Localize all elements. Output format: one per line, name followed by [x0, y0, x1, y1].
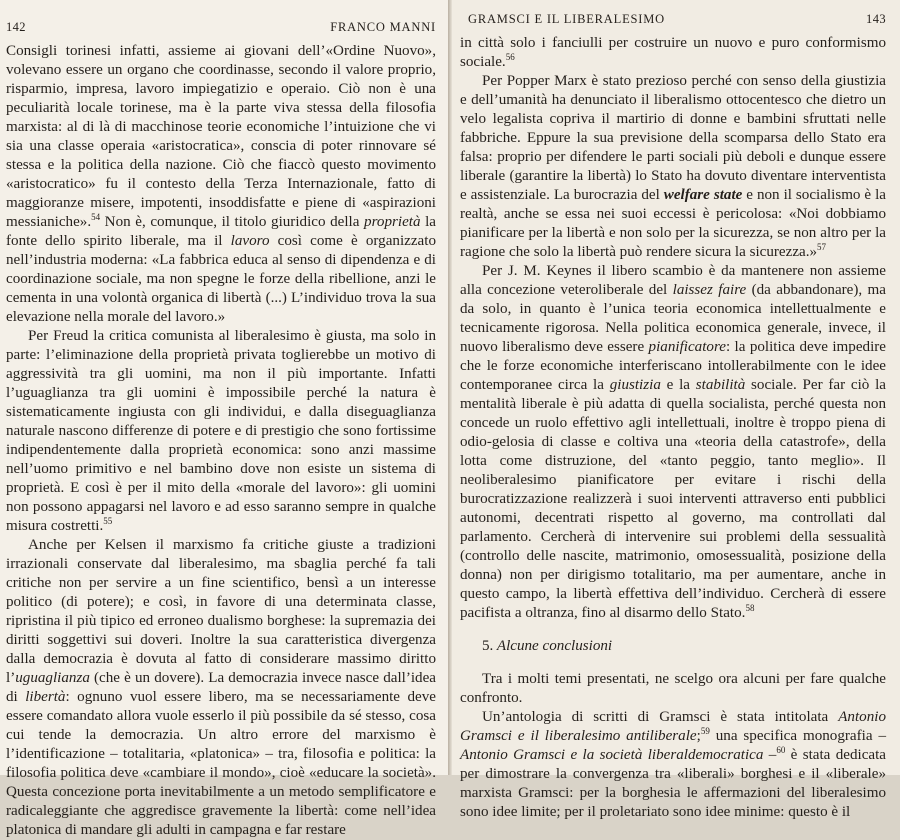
paragraph: Anche per Kelsen il marxismo fa critiche giuste a tradizioni irrazionali conservate dal liberalesimo, ma sbaglia perché fa tali critiche non per servire a un fine scientifico, bensì a un interesse politico (di potere); e così, in favore di una determinata classe, ripristina il più tipico ed erroneo dualismo borghese: la supremazia dei diritti soggettivi sui doveri. Inoltre la sua caratteristica divergenza dalla democrazia è dovuta al fatto di considerare massimo diritto l’uguaglianza (che è un dovere). La democrazia invece nasce dall’idea di libertà: ognuno vuol essere libero, ma se necessariamente deve essere comandato allora vuole esserlo il più possibile da sé stesso, cosa cui tende la democrazia. Un altro errore del marxismo è l’identificazione – totalitaria, «platonica» – tra, filosofia e politica: la filosofia politica deve «cambiare il mondo», cioè «educare la società». Questa concezione porta inevitabilmente a un metodo semplificatore e radicaleggiante che aggredisce gravemente la libertà: come nell’idea platonica di mandare gli adulti in campagna e far restare — [6, 537, 436, 838]
footnote-ref: 57 — [817, 241, 827, 252]
paragraph: Per J. M. Keynes il libero scambio è da mantenere non assieme alla concezione veteroliberale del laissez faire (da abbandonare), ma da solo, in quanto è l’unica teoria economica intellettualmente e tecnicamente rigorosa. Nella politica economica generale, invece, il nuovo liberalismo deve essere pianificatore: la politica deve impedire che le forze economiche interferiscano intollerabilmente con le idee contemporanee circa la giustizia e la stabilità sociale. Per far ciò la mentalità liberale è più adatta di quella socialista, perché questa non concede un ruolo effettivo agli intellettuali, inoltre è troppo piena di odio-gelosia di classe e coltiva una «teoria della catastrofe», della lotta come distruzione, del «tanto peggio, tanto meglio». Il neoliberalesimo pianificatore per evitare i rischi della burocratizzazione realizzerà i suoi interventi attraverso enti pubblici autonomi, decentrati rispetto al governo, ma controllati dal parlamento. Cercherà di intervenire sui problemi della sessualità (controllo delle nascite, matrimonio, omosessualità, posizione della donna) non per dirigismo totalitario, ma per aumentare, anche in questo campo, la libertà effettiva dell’individuo. Cercherà di essere pacifista a oltranza, fino al disarmo dello Stato.$^{58}$ — [460, 263, 886, 621]
book-gutter — [448, 0, 452, 775]
footnote-ref: 59 — [700, 725, 710, 736]
footnote-ref: 56 — [505, 51, 515, 62]
footnote-ref: 58 — [745, 602, 755, 613]
right-page — [450, 0, 900, 820]
left-page-header — [6, 20, 436, 38]
left-page — [0, 0, 450, 838]
paragraph: Per Popper Marx è stato prezioso perché con senso della giustizia e dell’umanità ha denunciato il liberalismo ottocentesco che dietro un velo legalista copriva il martirio di donne e bambini sfruttati nelle fabbriche. Eppure la sua previsione della scomparsa dello Stato era falsa: proprio per difendere le parti sociali più deboli e dunque essere liberale (garantire la libertà) lo Stato ha dovuto diventare interventista e assistenziale. La burocrazia del welfare state e non il socialismo è la realtà, anche se essa nei suoi eccessi è pericolosa: «Noi dobbiamo pianificare per la libertà e non solo per la sicurezza, se non altro per la ragione che solo la libertà può rendere sicura la sicurezza.»$^{57}$ — [460, 73, 886, 260]
footnote-ref: 55 — [103, 515, 113, 526]
footnote-ref: 54 — [91, 211, 101, 222]
section-heading: 5. Alcune conclusioni — [482, 638, 613, 654]
page-number: 143 — [866, 12, 886, 26]
left-page-body — [6, 42, 436, 840]
paragraph: in città solo i fanciulli per costruire un nuovo e puro conformismo sociale.$^{56}$ — [460, 35, 886, 70]
paragraph: Consigli torinesi infatti, assieme ai giovani dell’«Ordine Nuovo», volevano essere un organo che coordinasse, secondo il valore proprio, risparmio, impresa, lavoro impiegatizio e operaio. Ciò non è una peculiarità locale torinese, ma è la parte viva stessa della filosofia marxista: al di là di macchinose teorie economiche l’intuizione che vi sia una classe operaia «aristocratica», conscia di poter rinnovare sé stessa e la politica della nazione. Ciò che fiaccò questo movimento «aristocratico» fu il contesto della Terza Internazionale, fatto di maggioranze misere, impotenti, insoddisfatte e piene di «aspirazioni messianiche».$^{54}$ Non è, comunque, il titolo giuridico della proprietà la fonte dello spirito liberale, ma il lavoro così come è organizzato nell’industria moderna: «La fabbrica educa al senso di dipendenza e di coordinazione sociale, ma non spegne le forze della ribellione, anzi le cementa in una volontà organica di libertà (...) L’individuo trova la sua elevazione nella morale del lavoro.» — [6, 43, 437, 325]
running-head: FRANCO MANNI — [330, 20, 436, 34]
running-head: GRAMSCI E IL LIBERALESIMO — [468, 12, 665, 26]
paragraph: Per Freud la critica comunista al liberalesimo è giusta, ma solo in parte: l’eliminazione della proprietà privata toglierebbe un motivo di aggressività tra gli uomini, ma non il più importante. Infatti l’uguaglianza tra gli uomini è impossibile perché la natura è sistematicamente ingiusta con gli individui, e dalla diseguaglianza naturale nascono differenze di potere e di prestigio che sono fortissime indipendentemente dalla proprietà economica: sono anzi massime nell’uomo primitivo e nel bambino dove non esiste un sistema di proprietà. E così è per il mito della «morale del lavoro»: gli uomini non possono appagarsi nel lavoro e ad esso saranno sempre in qualche misura costretti.$^{55}$ — [6, 328, 436, 534]
footnote-ref: 60 — [776, 744, 786, 755]
paragraph: Tra i molti temi presentati, ne scelgo ora alcuni per fare qualche confronto. — [460, 671, 886, 706]
right-page-header — [460, 12, 886, 30]
paragraph: Un’antologia di scritti di Gramsci è stata intitolata Antonio Gramsci e il liberalesimo antiliberale;$^{59}$ una specifica monografia – Antonio Gramsci e la società liberaldemocratica –$^{60}$ è stata dedicata per dimostrare la convergenza tra «liberali» borghesi e il «liberale» marxista Gramsci: per la borghesia le affermazioni del liberalesimo sono idee limite; per il proletariato sono idee minime: questo è il — [460, 709, 886, 820]
right-page-body — [460, 34, 886, 822]
page-number: 142 — [6, 20, 26, 34]
